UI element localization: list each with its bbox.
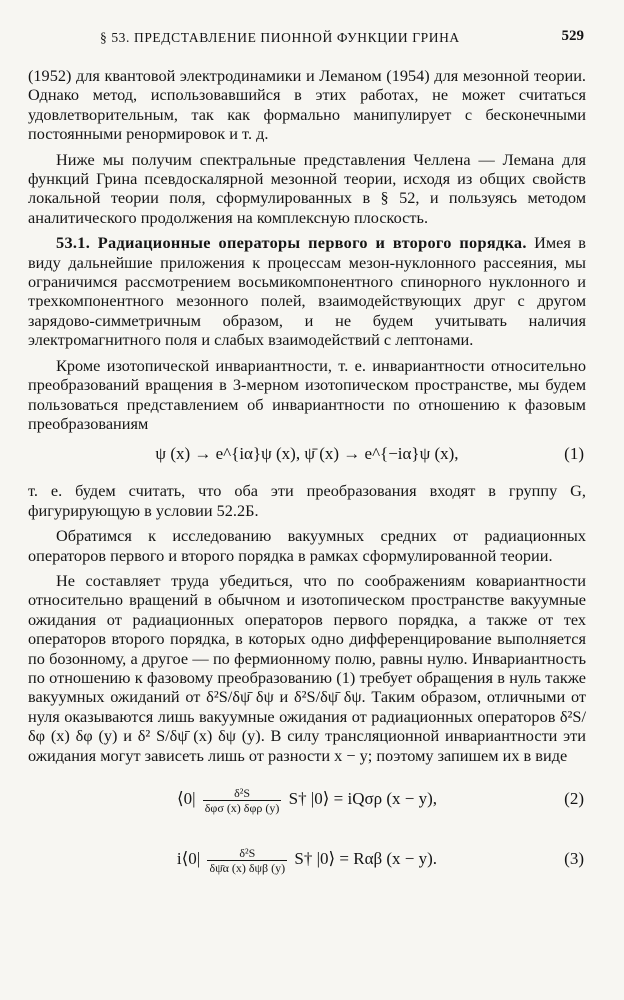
equation-2: [28, 773, 586, 825]
equation-2-bra: ⟨0|: [176, 789, 196, 808]
equation-3-fraction: [207, 846, 287, 875]
page-number: 529: [561, 28, 584, 44]
equation-3-denominator: δψ̄α (x) δψβ (y): [209, 860, 286, 875]
header-title: § 53. ПРЕДСТАВЛЕНИЕ ПИОННОЙ ФУНКЦИИ ГРИНА: [100, 30, 460, 45]
equation-3-rhs: |0⟩ = Rαβ (x − y).: [316, 849, 438, 868]
equation-2-expr: [177, 773, 437, 825]
section-heading: 53.1. Радиационные операторы первого и второго порядка.: [56, 233, 527, 253]
equation-3-number: (3): [564, 849, 584, 868]
equation-3-numerator: δ²S: [207, 846, 287, 861]
equation-3-bra: i⟨0|: [176, 849, 201, 868]
running-header: [40, 28, 584, 50]
equation-2-rhs: |0⟩ = iQσρ (x − y),: [310, 789, 438, 808]
equation-1: [28, 439, 586, 469]
equation-3-expr: [177, 833, 437, 885]
equation-1-number: (1): [564, 444, 584, 464]
equation-3-operator: S†: [294, 849, 313, 868]
page-body: [28, 66, 586, 889]
equation-2-denominator: δφσ (x) δφρ (y): [204, 800, 280, 815]
equation-2-number: (2): [564, 789, 584, 808]
paragraph-4: Кроме изотопической инвариантности, т. е. инвариантности относительно преобразований вращения в 3-мерном изотопическом пространстве, мы будем пользоваться представлением об инвариантности по отношению к фазовым преобразованиям: [28, 355, 586, 433]
paragraph-2: Ниже мы получим спектральные представления Челлена — Лемана для функций Грина псевдоскалярной мезонной теории, исходя из общих свойств локальной теории поля, сформулированных в § 52, и пользуясь методом аналитического продолжения на комплексную плоскость.: [28, 149, 586, 227]
equation-3: [28, 833, 586, 885]
equation-2-numerator: δ²S: [203, 786, 282, 801]
equation-2-operator: S†: [288, 789, 307, 808]
equation-1-expr: ψ (x) → e^{iα}ψ (x), ψ̄ (x) → e^{−iα}ψ (x),: [155, 444, 459, 464]
paragraph-7: Не составляет труда убедиться, что по соображениям ковариантности относительно вращений в обычном и изотопическом пространстве вакуумные ожидания от радиационных операторов первого порядка, а также от тех операторов второго порядка, в которых одно дифференцирование выполняется по бозонному, а другое — по фермионному полю, равны нулю. Инвариантность по отношению к фазовому преобразованию (1) требует обращения в нуль также вакуумных ожиданий от δ²S/δψ̄ δψ и δ²S/δψ̄ δψ. Таким образом, отличными от нуля оказываются лишь вакуумные ожидания от радиационных операторов δ²S/δφ (x) δφ (y) и δ² S/δψ̄ (x) δψ (y). В силу трансляционной инвариантности эти ожидания могут зависеть лишь от разности x − y; поэтому запишем их в виде: [28, 570, 586, 765]
section-text: Имея в виду дальнейшие приложения к процессам мезон-нуклонного рассеяния, мы ограничимся рассмотрением восьмикомпонентного спинорного нуклонного и трехкомпонентного мезонного полей, взаимодействующих друг с другом зарядово-симметричным образом, и не будем учитывать наличия электромагнитного поля и слабых взаимодействий с лептонами.: [28, 233, 586, 350]
paragraph-1: (1952) для квантовой электродинамики и Леманом (1954) для мезонной теории. Однако метод, использовавшийся в этих работах, не может считаться удовлетворительным, так как формально манипулирует с бесконечными постоянными ренормировок и т. д.: [28, 66, 586, 144]
paragraph-5: т. е. будем считать, что оба эти преобразования входят в группу G, фигурирующую в условии 52.2Б.: [28, 481, 586, 520]
paragraph-3: [28, 233, 586, 349]
equation-2-fraction: [203, 786, 282, 815]
paragraph-6: Обратимся к исследованию вакуумных средних от радиационных операторов первого и второго порядка в рамках сформулированной теории.: [28, 526, 586, 565]
